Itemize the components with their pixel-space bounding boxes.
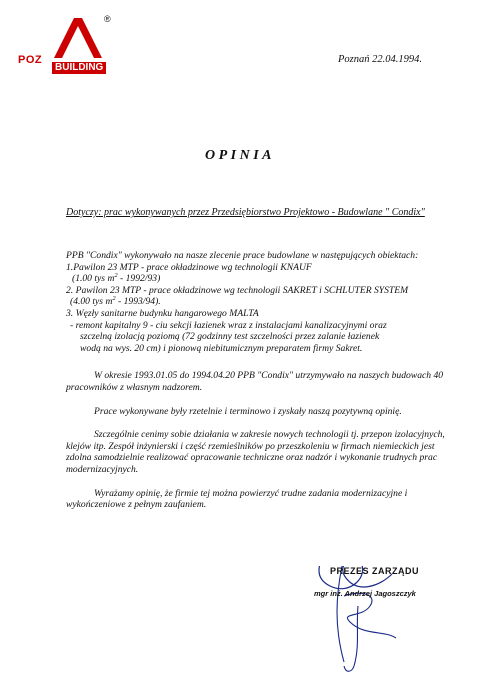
intro-line: PPB "Condix" wykonywało na nasze zlecenie prace budowlane w następujących obiektach:: [66, 250, 419, 261]
subject-line: Dotyczy: prac wykonywanych przez Przedsiębiorstwo Projektowo - Budowlane " Condix": [66, 207, 425, 218]
document-title: OPINIA: [204, 148, 275, 163]
item-1-qty-pre: (1.00 tys m: [72, 273, 115, 285]
registered-mark: ®: [104, 14, 111, 24]
item-2-qty-post: - 1993/94).: [115, 296, 161, 308]
letter-body: [66, 250, 462, 511]
logo-word-building: BUILDING: [52, 62, 106, 74]
handwritten-signature: [300, 566, 460, 676]
logo-word-poz: POZ: [18, 54, 43, 66]
spacer: [66, 394, 462, 406]
spacer: [66, 354, 462, 370]
item-2-qty-pre: (4.00 tys m: [70, 296, 113, 308]
paragraph-workforce: W okresie 1993.01.05 do 1994.04.20 PPB "Condix" utrzymywało na naszych budowach 40 pracowników z własnym nadzorem.: [66, 370, 444, 393]
item-1: 1.Pawilon 23 MTP - prace okładzinowe wg technologii KNAUF: [66, 261, 312, 273]
item-1-sup: 2: [114, 272, 118, 279]
item-3: 3. Węzły sanitarne budynku hangarowego MALTA: [66, 307, 259, 319]
letter-date: Poznań 22.04.1994.: [338, 54, 422, 65]
item-3-detail-c: wodą na wys. 20 cm) i pionową niebitumicznym preparatem firmy Sakret.: [80, 342, 363, 354]
item-2-sup: 2: [112, 295, 116, 303]
item-3-detail-a: - remont kapitalny 9 - ciu sekcji łazienek wraz z instalacjami kanalizacyjnymi oraz: [70, 319, 387, 331]
signatory-name: mgr inż. Andrzej Jagoszczyk: [314, 589, 416, 598]
item-1-qty-post: - 1992/93): [117, 273, 161, 285]
spacer: [66, 417, 462, 429]
item-3-detail-b: szczelną izolacją poziomą (72 godzinny test szczelności przez zalanie łazienek: [80, 331, 380, 343]
spacer: [66, 476, 462, 488]
paragraph-quality: Prace wykonywane były rzetelnie i terminowo i zyskały naszą pozytywną opinię.: [94, 405, 402, 417]
paragraph-technologies: Szczególnie cenimy sobie działania w zakresie nowych technologii tj. przepon izolacyjnych, klejów itp. Zespół inżynierski i część rzemieślników po przeszkoleniu w firmach niemieckich jest zdolna samodzielnie realizować opracowanie techniczne oraz nadzór i wykonanie trudnych prac modernizacyjnych.: [66, 429, 445, 475]
item-2: 2. Pawilon 23 MTP - prace okładzinowe wg technologii SAKRET i SCHLUTER SYSTEM: [66, 284, 409, 296]
paragraph-recommendation: Wyrażamy opinię, że firmie tej można powierzyć trudne zadania modernizacyjne i wykończeniowe z pełnym zaufaniem.: [66, 487, 408, 511]
signature-block: [300, 566, 460, 676]
signatory-title: PREZES ZARZĄDU: [330, 566, 420, 576]
company-logo: [16, 14, 116, 72]
item-1-quantity: [66, 273, 462, 285]
item-2-quantity: [66, 296, 462, 308]
